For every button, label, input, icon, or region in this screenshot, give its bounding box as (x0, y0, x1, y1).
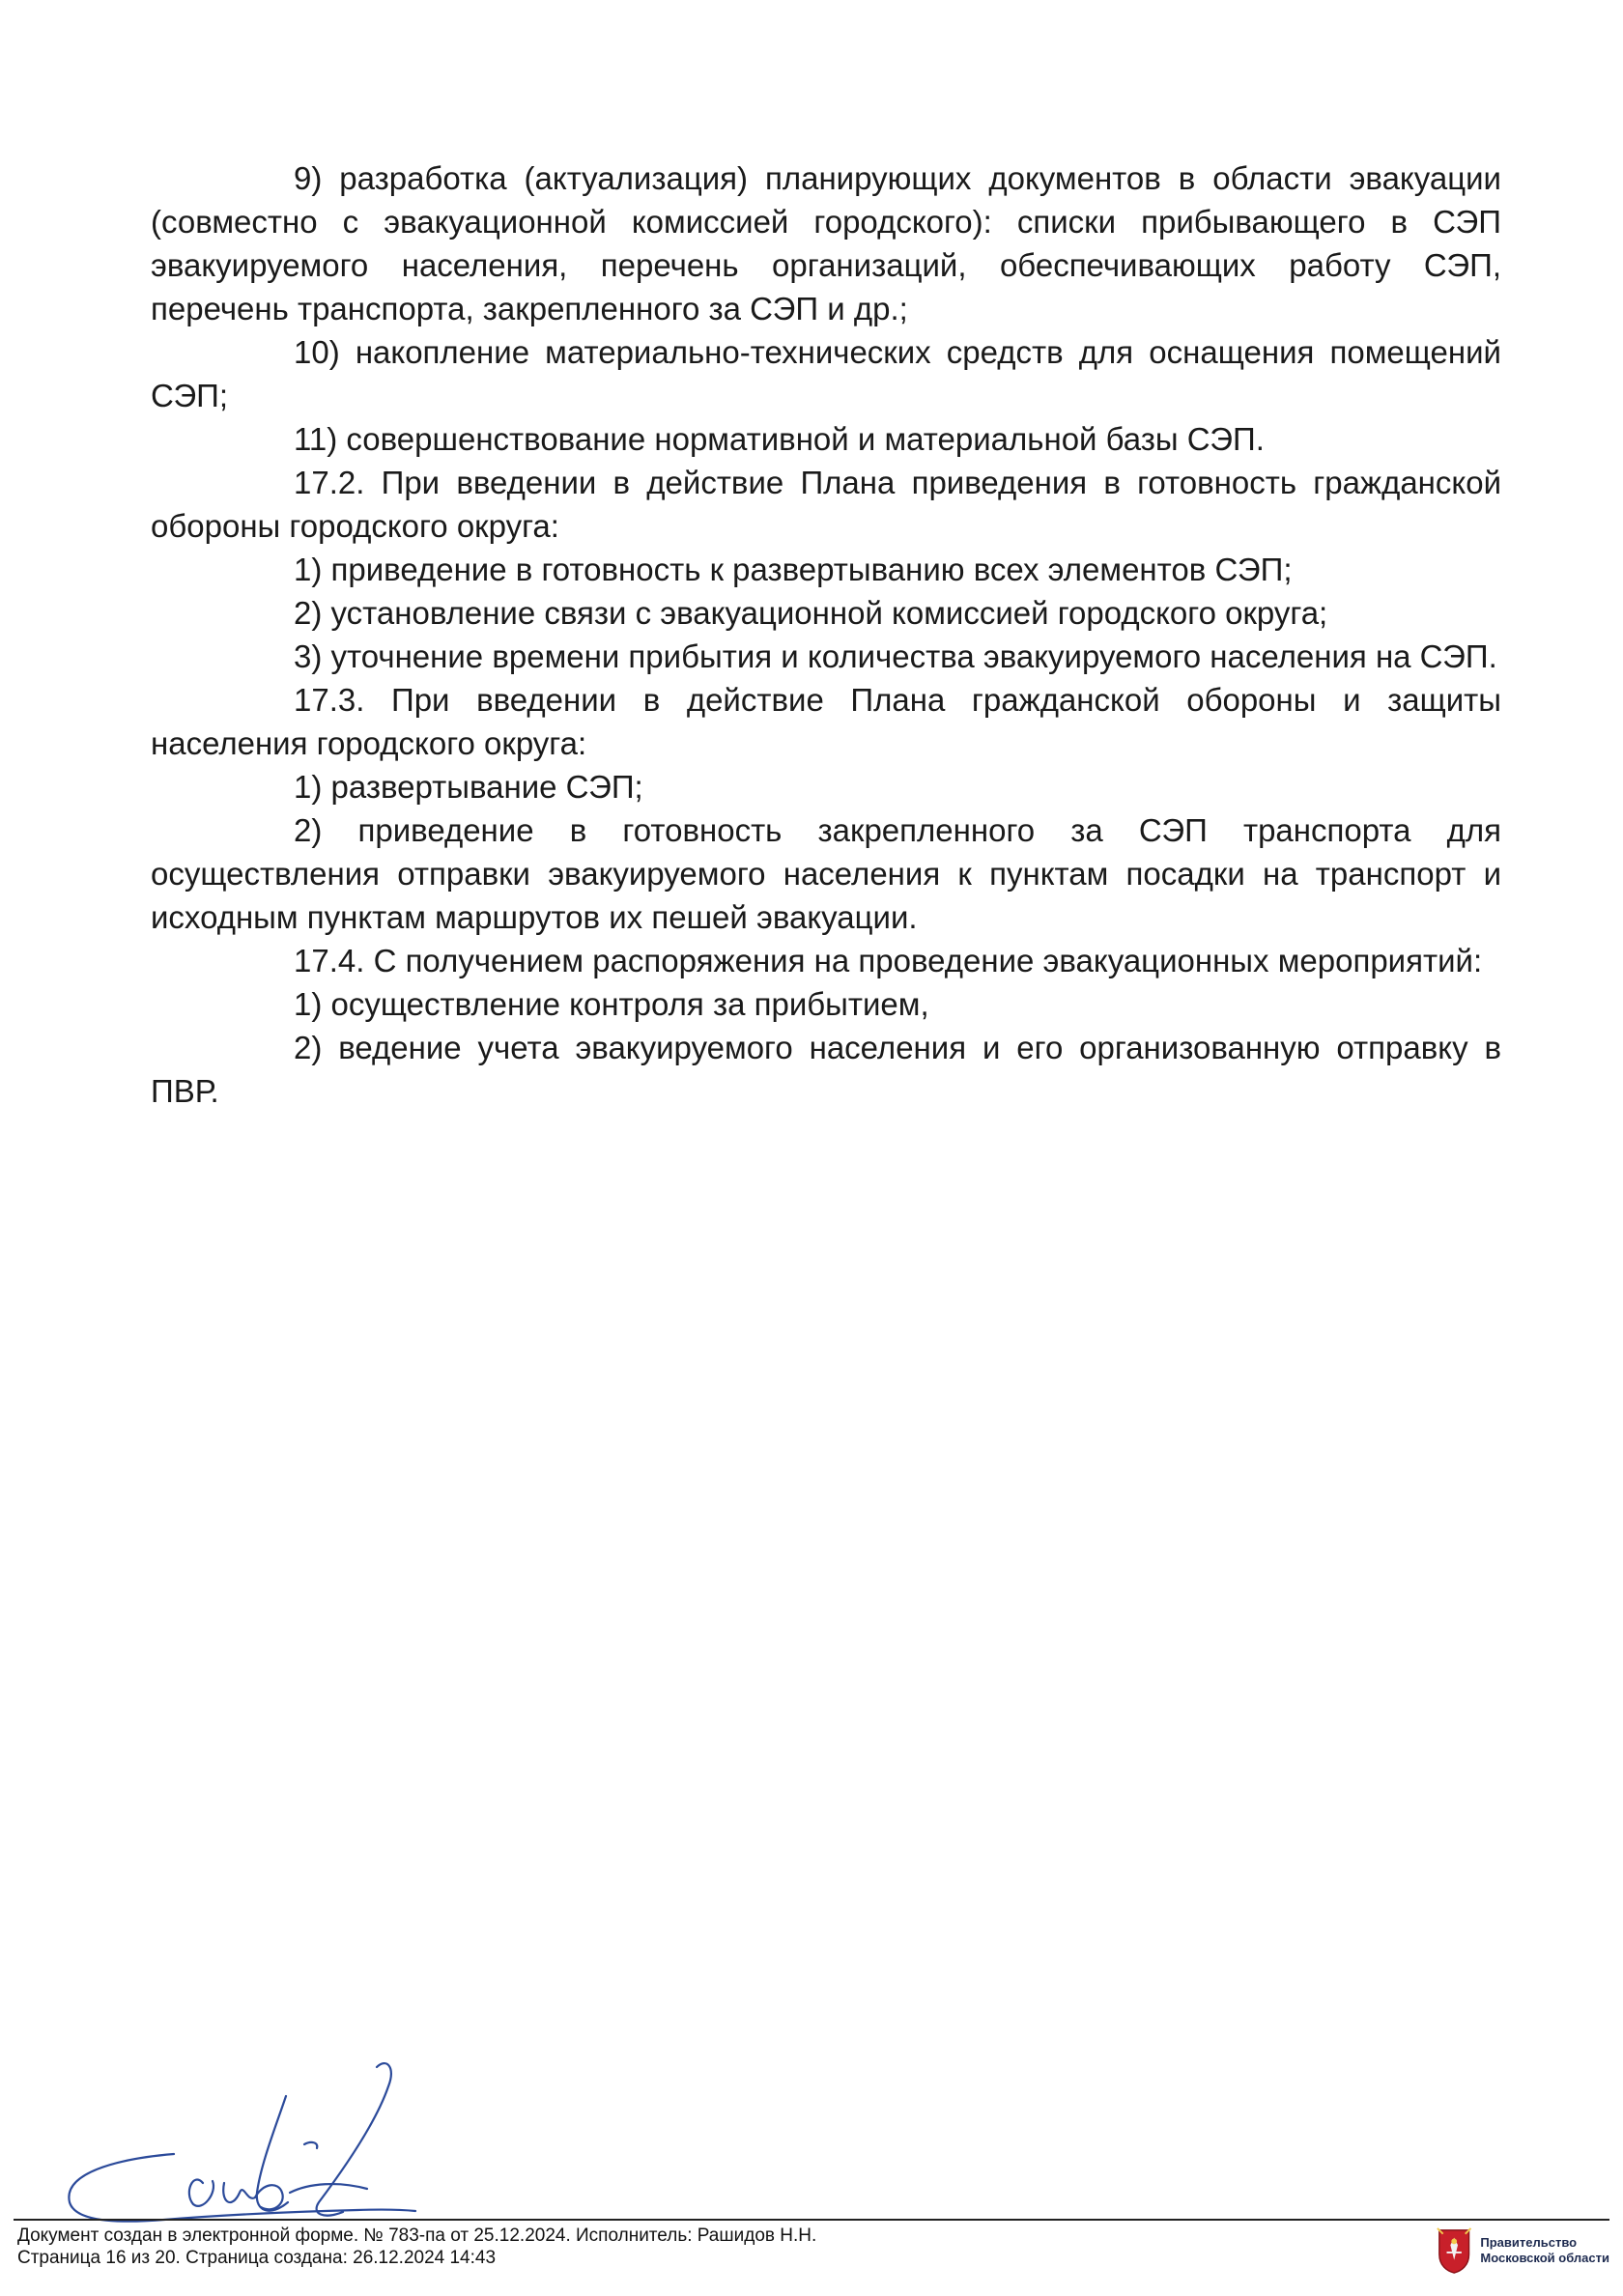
government-name-line2: Московской области (1480, 2251, 1609, 2265)
government-logo (1436, 2222, 1609, 2280)
document-body (151, 156, 1501, 1113)
footer-page-info: Страница 16 из 20. Страница создана: 26.12.2024 14:43 (17, 2248, 497, 2268)
paragraph-17-2-item-3: 3) уточнение времени прибытия и количества эвакуируемого населения на СЭП. (294, 638, 1497, 674)
paragraph-item-10: 10) накопление материально-технических средств для оснащения помещений СЭП; (151, 334, 1501, 413)
paragraph-section-17-3: 17.3. При введении в действие Плана гражданской обороны и защиты населения городского округа: (151, 682, 1501, 761)
footer-divider (14, 2219, 1609, 2221)
paragraph-17-2-item-1: 1) приведение в готовность к развертыванию всех элементов СЭП; (294, 552, 1293, 587)
paragraph-item-11: 11) совершенствование нормативной и материальной базы СЭП. (294, 421, 1265, 457)
paragraph-section-17-4: 17.4. С получением распоряжения на проведение эвакуационных мероприятий: (294, 943, 1483, 978)
paragraph-17-3-item-1: 1) развертывание СЭП; (294, 769, 643, 805)
government-name-line1: Правительство (1480, 2235, 1578, 2250)
paragraph-17-3-item-2: 2) приведение в готовность закрепленного за СЭП транспорта для осуществления отправки эвакуируемого населения к пунктам посадки на транспорт и исходным пунктам маршрутов их пешей эвакуации. (151, 812, 1501, 935)
paragraph-section-17-2: 17.2. При введении в действие Плана приведения в готовность гражданской обороны городского округа: (151, 465, 1501, 544)
paragraph-17-2-item-2: 2) установление связи с эвакуационной комиссией городского округа; (294, 595, 1328, 631)
paragraph-17-4-item-1: 1) осуществление контроля за прибытием, (294, 986, 929, 1022)
signature-image (58, 2048, 473, 2241)
footer-document-info: Документ создан в электронной форме. № 783-па от 25.12.2024. Исполнитель: Рашидов Н.Н. (17, 2225, 817, 2246)
paragraph-item-9: 9) разработка (актуализация) планирующих документов в области эвакуации (совместно с эвакуационной комиссией городского): списки прибывающего в СЭП эвакуируемого населения, перечень организаций, обеспечивающих работу СЭП, перечень транспорта, закрепленного за СЭП и др.; (151, 160, 1501, 326)
paragraph-17-4-item-2: 2) ведение учета эвакуируемого населения и его организованную отправку в ПВР. (151, 1030, 1501, 1109)
coat-of-arms-icon (1436, 2225, 1472, 2276)
government-name (1480, 2235, 1609, 2266)
document-footer (17, 2225, 816, 2269)
